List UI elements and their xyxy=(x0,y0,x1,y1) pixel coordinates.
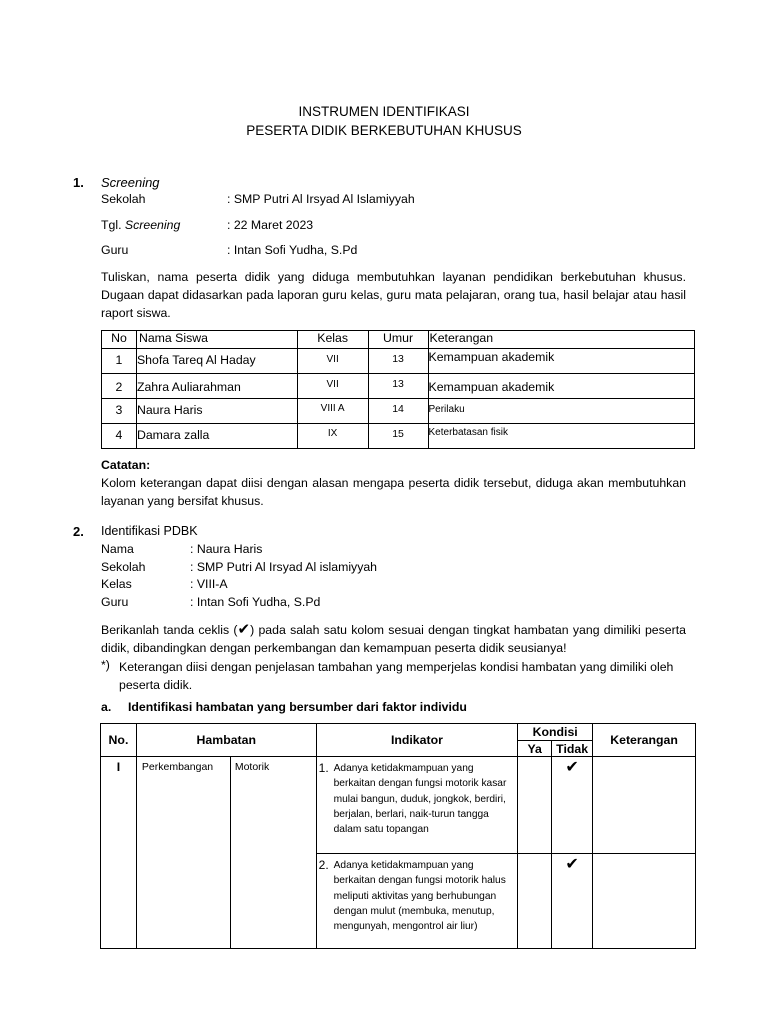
field-label-sekolah: Sekolah xyxy=(101,192,146,206)
note-marker: *) xyxy=(101,658,110,672)
field-value-kelas: : VIII-A xyxy=(190,577,228,591)
note-title: Catatan: xyxy=(101,458,151,472)
cell-umur: 13 xyxy=(368,349,428,374)
cell-nama: Zahra Auliarahman xyxy=(136,374,297,399)
cell-nama: Naura Haris xyxy=(136,399,297,424)
field-value-nama: : Naura Haris xyxy=(190,542,263,556)
check-icon: ✔ xyxy=(237,621,251,638)
field-label-sekolah-2: Sekolah xyxy=(101,560,146,574)
table-row xyxy=(102,374,695,399)
screening-table xyxy=(101,330,695,449)
cell-keterangan: Kemampuan akademik xyxy=(428,374,695,399)
field-label-tgl-italic: Screening xyxy=(124,218,181,232)
table-row xyxy=(102,349,695,374)
ya-cell[interactable] xyxy=(518,757,552,854)
indicator-text: Adanya ketidakmampuan yang berkaitan dengan fungsi motorik halus meliputi aktivitas yang berhubungan dengan mulut (membuka, menutup, mengunyah, mengontrol air liur) xyxy=(333,860,506,933)
field-label-guru: Guru xyxy=(101,243,129,257)
field-value-sekolah: : SMP Putri Al Irsyad Al Islamiyyah xyxy=(227,192,415,206)
cell-umur: 15 xyxy=(368,424,428,449)
table-row xyxy=(102,399,695,424)
field-value-tgl: : 22 Maret 2023 xyxy=(227,218,314,232)
section-1-number: 1. xyxy=(73,175,84,190)
field-label-nama: Nama xyxy=(101,542,134,556)
indicator-cell xyxy=(316,854,518,949)
table-row xyxy=(101,757,696,854)
th-tidak: Tidak xyxy=(552,741,593,757)
tidak-checkmark-icon[interactable]: ✔ xyxy=(552,757,593,854)
instruction-part-1: Berikanlah tanda ceklis ( xyxy=(101,623,238,637)
ya-cell[interactable] xyxy=(518,854,552,949)
cell-no: 3 xyxy=(102,399,137,424)
table-row xyxy=(102,424,695,449)
cell-nama: Shofa Tareq Al Haday xyxy=(136,349,297,374)
cell-kelas: IX xyxy=(297,424,368,449)
cell-kelas: VII xyxy=(297,374,368,399)
th-indikator: Indikator xyxy=(316,724,518,757)
note-text: Kolom keterangan dapat diisi dengan alasan mengapa peserta didik tersebut, diduga akan membutuhkan layanan yang bersifat khusus. xyxy=(101,476,686,508)
section-1-title: Screening xyxy=(101,175,160,190)
th-no-2: No. xyxy=(101,724,137,757)
cell-umur: 13 xyxy=(368,374,428,399)
screening-instruction: Tuliskan, nama peserta didik yang diduga membutuhkan layanan pendidikan berkebutuhan khusus. Dugaan dapat didasarkan pada laporan guru kelas, guru mata pelajaran, orang tua, hasil belajar atau hasil raport siswa. xyxy=(101,270,686,320)
th-keterangan-2: Keterangan xyxy=(593,724,696,757)
indicator-cell xyxy=(316,757,518,854)
identification-table xyxy=(100,723,696,949)
cell-no: 4 xyxy=(102,424,137,449)
sub-a-title: Identifikasi hambatan yang bersumber dari faktor individu xyxy=(128,700,467,714)
cell-kelas: VII xyxy=(297,349,368,374)
keterangan-cell[interactable] xyxy=(593,757,696,854)
hambatan-subcategory: Motorik xyxy=(230,757,316,949)
field-value-guru: : Intan Sofi Yudha, S.Pd xyxy=(227,243,358,257)
cell-keterangan: Kemampuan akademik xyxy=(428,349,695,374)
sub-a-marker: a. xyxy=(101,700,112,714)
section-2-title: Identifikasi PDBK xyxy=(101,524,198,538)
cell-no: 1 xyxy=(102,349,137,374)
field-label-kelas: Kelas xyxy=(101,577,132,591)
indicator-number: 2. xyxy=(318,858,329,872)
document-title: INSTRUMEN IDENTIFIKASI xyxy=(298,104,470,119)
cell-nama: Damara zalla xyxy=(136,424,297,449)
instruction-part-2: ) pada salah satu kolom sesuai dengan tingkat hambatan yang dimiliki peserta didik, dibandingkan dengan perkembangan dan kemampuan peserta didik seusianya! xyxy=(101,623,686,655)
keterangan-note: Keterangan diisi dengan penjelasan tambahan yang memperjelas kondisi hambatan yang dimiliki oleh peserta didik. xyxy=(119,660,674,692)
th-hambatan: Hambatan xyxy=(136,724,316,757)
th-nama-siswa: Nama Siswa xyxy=(136,331,297,349)
row-number: I xyxy=(101,757,137,949)
cell-kelas: VIII A xyxy=(297,399,368,424)
document-subtitle: PESERTA DIDIK BERKEBUTUHAN KHUSUS xyxy=(246,123,522,138)
th-ya: Ya xyxy=(518,741,552,757)
th-no: No xyxy=(102,331,137,349)
field-value-guru-2: : Intan Sofi Yudha, S.Pd xyxy=(190,595,321,609)
cell-no: 2 xyxy=(102,374,137,399)
th-keterangan: Keterangan xyxy=(428,331,695,349)
hambatan-category: Perkembangan xyxy=(136,757,230,949)
th-kelas: Kelas xyxy=(297,331,368,349)
cell-keterangan: Keterbatasan fisik xyxy=(428,424,695,449)
indicator-text: Adanya ketidakmampuan yang berkaitan dengan fungsi motorik kasar mulai bangun, duduk, jongkok, berdiri, berjalan, berlari, naik-turun tangga dalam satu topangan xyxy=(333,763,507,836)
indicator-number: 1. xyxy=(318,761,329,775)
field-value-sekolah-2: : SMP Putri Al Irsyad Al islamiyyah xyxy=(190,560,378,574)
checklist-instruction xyxy=(101,621,686,657)
th-kondisi: Kondisi xyxy=(518,724,593,741)
tidak-checkmark-icon[interactable]: ✔ xyxy=(552,854,593,949)
cell-umur: 14 xyxy=(368,399,428,424)
th-umur: Umur xyxy=(368,331,428,349)
field-label-tgl-prefix: Tgl. xyxy=(101,218,125,232)
field-label-tgl xyxy=(101,218,180,232)
cell-keterangan: Perilaku xyxy=(428,399,695,424)
keterangan-cell[interactable] xyxy=(593,854,696,949)
field-label-guru-2: Guru xyxy=(101,595,129,609)
section-2-number: 2. xyxy=(73,524,84,539)
